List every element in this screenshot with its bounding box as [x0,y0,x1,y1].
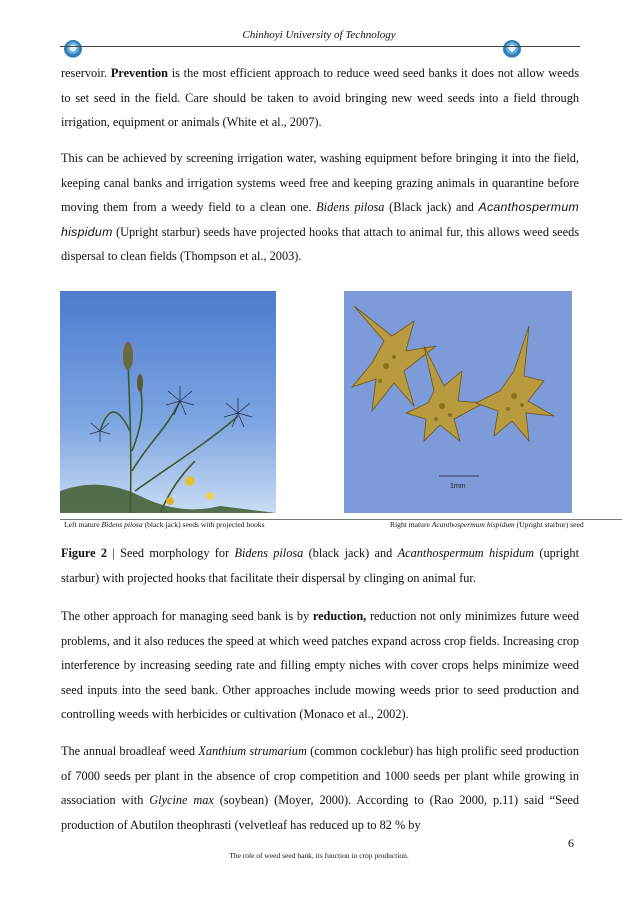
running-header: Chinhoyi University of Technology [242,29,396,41]
text: Right mature [390,520,432,529]
species-name: Bidens pilosa [234,546,304,560]
text: (common cocklebur) has high prolific seed production of 7000 seeds per plant in the absence of crop competition and 1000 seeds per plant while growing in association with [61,744,579,807]
text: reservoir. [61,66,111,80]
running-footer: The role of weed seed bank, its function in crop production. [229,851,409,860]
acanthospermum-photo [344,291,572,513]
text: The annual broadleaf weed [61,744,199,758]
species-name: Glycine max [149,793,214,807]
acanthospermum-image [344,291,572,513]
text: reduction not only minimizes future weed problems, and it also reduces the speed at which weed patches expand across crop fields. Increasing crop interference by increasing seeding rate and filling empty niches with cover crops helps minimize weed seed inputs into the seed bank. Other approaches include mowing weeds prior to seed production and controlling weeds with herbicides or cultivation (Monaco et al., 2002). [61,609,579,721]
text: (Upright starbur) seed [514,520,584,529]
figure-caption [61,541,579,590]
paragraph-reduction [61,604,579,727]
header-rule [60,46,580,47]
bidens-pilosa-image [60,291,276,513]
text: Left mature [64,520,102,529]
paragraph-screening [61,146,579,269]
scale-bar-label: 1mm [450,483,466,490]
right-photo-caption [390,520,584,529]
species-name: Xanthium strumarium [198,744,307,758]
university-logo-left [64,40,82,58]
paragraph-prevention [61,61,579,135]
text: (black jack) seeds with projected hooks [142,520,265,529]
species-name: Acanthospermum hispidum [397,546,535,560]
university-logo-right [503,40,521,58]
text: (Black jack) and [384,200,479,214]
species-name: Acanthospermum hispidum [431,520,515,529]
text: (Upright starbur) seeds have projected hooks that attach to animal fur, this allows weed seeds dispersal to clean fields (Thompson et al., 2003). [61,224,579,263]
text: (upright starbur) with projected hooks that facilitate their dispersal by clinging on animal fur. [61,546,579,585]
page-number: 6 [568,836,574,850]
bidens-pilosa-photo [60,291,276,513]
text: This can be achieved by screening irrigation water, washing equipment before bringing it into the field, keeping canal banks and irrigation systems weed free and keeping grazing animals in quarantine before moving them from a weedy field to a clean one. [61,151,579,214]
species-name: Acanthospermum hispidum [61,200,580,239]
bold-term: Prevention [110,66,168,80]
text: is the most efficient approach to reduce weed seed banks it does not allow weeds to set seed in the field. Care should be taken to avoid bringing new weed seeds into a field through irrigation, equipment or animals (White et al., 2007). [61,66,579,129]
paragraph-cocklebur [61,739,579,837]
text: (soybean) (Moyer, 2000). According to (Rao 2000, p.11) said “Seed production of Abutilon theophrasti (velvetleaf has reduced up to 82 % by [61,793,580,832]
text: | Seed morphology for [107,546,235,560]
bold-term: reduction, [312,609,367,623]
left-photo-caption [64,520,265,529]
text: The other approach for managing seed bank is by [61,609,313,623]
figure-label: Figure 2 [61,546,108,560]
species-name: Bidens pilosa [316,200,385,214]
species-name: Bidens pilosa [101,520,143,529]
text: (black jack) and [303,546,398,560]
